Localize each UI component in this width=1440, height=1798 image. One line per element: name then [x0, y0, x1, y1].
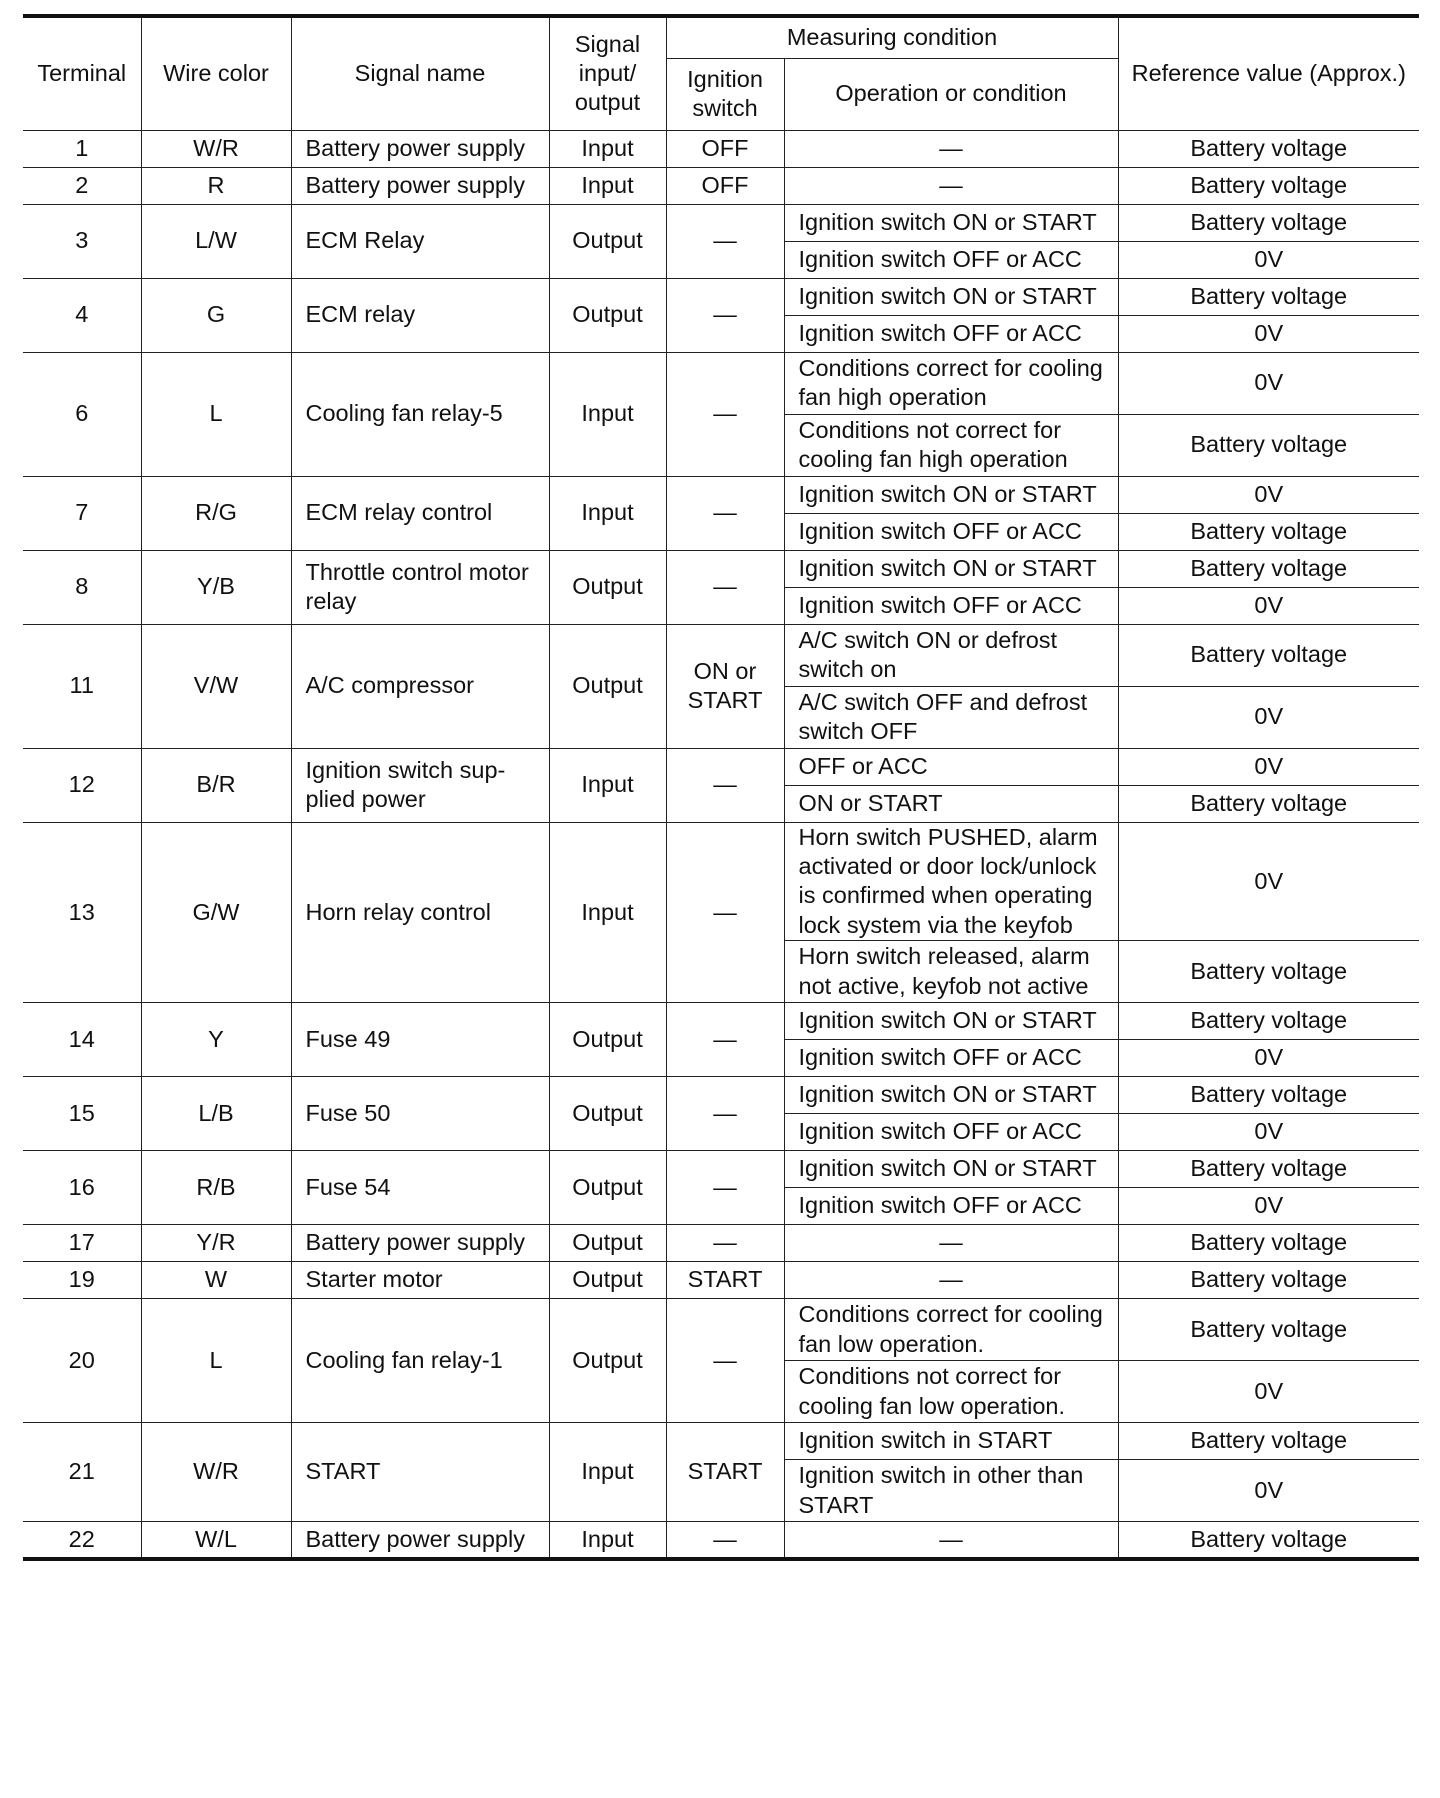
cell-terminal: 1 [23, 130, 141, 167]
cell-reference-value: Battery voltage [1118, 278, 1419, 315]
cell-signal-name: Fuse 54 [291, 1151, 549, 1225]
cell-signal-name: ECM relay control [291, 476, 549, 550]
cell-operation: A/C switch ON or defrost switch on [784, 624, 1118, 686]
cell-operation: Ignition switch ON or START [784, 1077, 1118, 1114]
cell-signal-name: Throttle control motor relay [291, 550, 549, 624]
cell-reference-value: 0V [1118, 476, 1419, 513]
cell-signal-io: Output [549, 1262, 666, 1299]
cell-terminal: 22 [23, 1522, 141, 1559]
cell-reference-value: Battery voltage [1118, 624, 1419, 686]
cell-signal-name: Battery power supply [291, 167, 549, 204]
header-terminal: Terminal [23, 16, 141, 130]
cell-signal-name: START [291, 1423, 549, 1522]
cell-operation: Ignition switch OFF or ACC [784, 1188, 1118, 1225]
cell-signal-io: Input [549, 748, 666, 822]
cell-signal-io: Input [549, 476, 666, 550]
table-row [23, 1151, 1419, 1188]
cell-ignition-switch: — [666, 822, 784, 1003]
cell-operation: Horn switch released, alarm not active, keyfob not active [784, 941, 1118, 1003]
cell-operation: Conditions correct for cooling fan low operation. [784, 1299, 1118, 1361]
cell-ignition-switch: — [666, 278, 784, 352]
header-operation: Operation or condition [784, 58, 1118, 130]
cell-reference-value: 0V [1118, 748, 1419, 785]
cell-operation: Ignition switch OFF or ACC [784, 1114, 1118, 1151]
cell-wire-color: Y/B [141, 550, 291, 624]
cell-reference-value: 0V [1118, 1114, 1419, 1151]
table-row [23, 822, 1419, 941]
cell-terminal: 12 [23, 748, 141, 822]
cell-signal-name: Horn relay control [291, 822, 549, 1003]
cell-wire-color: L/W [141, 204, 291, 278]
cell-operation: Ignition switch ON or START [784, 1151, 1118, 1188]
table-row [23, 130, 1419, 167]
cell-reference-value: Battery voltage [1118, 1299, 1419, 1361]
cell-reference-value: Battery voltage [1118, 941, 1419, 1003]
cell-signal-io: Input [549, 352, 666, 476]
cell-signal-name: ECM relay [291, 278, 549, 352]
cell-ignition-switch: — [666, 1003, 784, 1077]
cell-reference-value: Battery voltage [1118, 550, 1419, 587]
cell-terminal: 7 [23, 476, 141, 550]
cell-terminal: 3 [23, 204, 141, 278]
header-reference-value: Reference value (Approx.) [1118, 16, 1419, 130]
cell-signal-io: Output [549, 1299, 666, 1423]
cell-reference-value: Battery voltage [1118, 785, 1419, 822]
cell-ignition-switch: START [666, 1423, 784, 1522]
cell-reference-value: Battery voltage [1118, 1225, 1419, 1262]
cell-wire-color: Y/R [141, 1225, 291, 1262]
cell-signal-io: Output [549, 1225, 666, 1262]
cell-operation: Ignition switch ON or START [784, 1003, 1118, 1040]
cell-signal-io: Input [549, 822, 666, 1003]
cell-operation: Ignition switch OFF or ACC [784, 241, 1118, 278]
cell-signal-name: A/C compressor [291, 624, 549, 748]
cell-operation: OFF or ACC [784, 748, 1118, 785]
cell-ignition-switch: — [666, 550, 784, 624]
cell-ignition-switch: OFF [666, 130, 784, 167]
cell-terminal: 4 [23, 278, 141, 352]
cell-terminal: 16 [23, 1151, 141, 1225]
cell-ignition-switch: OFF [666, 167, 784, 204]
cell-reference-value: Battery voltage [1118, 204, 1419, 241]
cell-ignition-switch: — [666, 748, 784, 822]
cell-terminal: 6 [23, 352, 141, 476]
cell-reference-value: Battery voltage [1118, 1151, 1419, 1188]
cell-signal-io: Input [549, 1522, 666, 1559]
cell-signal-name: Cooling fan relay-5 [291, 352, 549, 476]
cell-wire-color: L [141, 1299, 291, 1423]
cell-operation: — [784, 167, 1118, 204]
cell-reference-value: Battery voltage [1118, 130, 1419, 167]
cell-reference-value: 0V [1118, 1188, 1419, 1225]
cell-signal-name: Fuse 50 [291, 1077, 549, 1151]
cell-reference-value: Battery voltage [1118, 1003, 1419, 1040]
cell-terminal: 21 [23, 1423, 141, 1522]
cell-terminal: 13 [23, 822, 141, 1003]
cell-reference-value: 0V [1118, 686, 1419, 748]
cell-wire-color: W/R [141, 1423, 291, 1522]
cell-wire-color: W [141, 1262, 291, 1299]
cell-operation: — [784, 1262, 1118, 1299]
cell-wire-color: Y [141, 1003, 291, 1077]
cell-operation: Conditions not correct for cooling fan low operation. [784, 1361, 1118, 1423]
cell-terminal: 17 [23, 1225, 141, 1262]
header-signal-io: Signal input/ output [549, 16, 666, 130]
cell-reference-value: Battery voltage [1118, 1522, 1419, 1559]
cell-wire-color: B/R [141, 748, 291, 822]
cell-terminal: 14 [23, 1003, 141, 1077]
header-measuring-condition: Measuring condition [666, 16, 1118, 58]
table-row [23, 1522, 1419, 1559]
header-signal-name: Signal name [291, 16, 549, 130]
table-row [23, 624, 1419, 686]
cell-operation: ON or START [784, 785, 1118, 822]
cell-wire-color: G [141, 278, 291, 352]
table-row [23, 204, 1419, 241]
cell-operation: Ignition switch OFF or ACC [784, 1040, 1118, 1077]
cell-reference-value: 0V [1118, 822, 1419, 941]
cell-wire-color: W/R [141, 130, 291, 167]
table-row [23, 278, 1419, 315]
cell-operation: Ignition switch OFF or ACC [784, 513, 1118, 550]
terminal-reference-table [23, 14, 1419, 1561]
cell-reference-value: Battery voltage [1118, 513, 1419, 550]
cell-wire-color: G/W [141, 822, 291, 1003]
cell-signal-name: Starter motor [291, 1262, 549, 1299]
cell-operation: Ignition switch ON or START [784, 278, 1118, 315]
terminal-table-frame [23, 14, 1419, 1561]
cell-ignition-switch: — [666, 1151, 784, 1225]
cell-signal-io: Input [549, 1423, 666, 1522]
cell-operation: Ignition switch ON or START [784, 204, 1118, 241]
cell-reference-value: 0V [1118, 1361, 1419, 1423]
cell-operation: Ignition switch in other than START [784, 1460, 1118, 1522]
table-row [23, 1299, 1419, 1361]
cell-ignition-switch: — [666, 352, 784, 476]
cell-reference-value: Battery voltage [1118, 1077, 1419, 1114]
cell-operation: Ignition switch OFF or ACC [784, 315, 1118, 352]
cell-operation: — [784, 1522, 1118, 1559]
cell-signal-io: Output [549, 624, 666, 748]
cell-terminal: 15 [23, 1077, 141, 1151]
cell-signal-io: Input [549, 130, 666, 167]
cell-reference-value: 0V [1118, 587, 1419, 624]
cell-operation: A/C switch OFF and defrost switch OFF [784, 686, 1118, 748]
cell-signal-io: Output [549, 1077, 666, 1151]
table-row [23, 1225, 1419, 1262]
cell-wire-color: R [141, 167, 291, 204]
cell-reference-value: Battery voltage [1118, 414, 1419, 476]
cell-wire-color: V/W [141, 624, 291, 748]
cell-reference-value: Battery voltage [1118, 1262, 1419, 1299]
table-row [23, 1003, 1419, 1040]
cell-reference-value: 0V [1118, 1040, 1419, 1077]
table-row [23, 167, 1419, 204]
cell-ignition-switch: — [666, 1299, 784, 1423]
cell-signal-name: Battery power supply [291, 1225, 549, 1262]
table-row [23, 1423, 1419, 1460]
cell-wire-color: W/L [141, 1522, 291, 1559]
cell-operation: Ignition switch ON or START [784, 476, 1118, 513]
cell-signal-name: Fuse 49 [291, 1003, 549, 1077]
cell-operation: — [784, 1225, 1118, 1262]
table-row [23, 550, 1419, 587]
cell-signal-name: ECM Relay [291, 204, 549, 278]
cell-terminal: 20 [23, 1299, 141, 1423]
cell-ignition-switch: — [666, 204, 784, 278]
cell-signal-io: Output [549, 204, 666, 278]
cell-wire-color: L/B [141, 1077, 291, 1151]
cell-operation: Conditions correct for cooling fan high operation [784, 352, 1118, 414]
cell-reference-value: Battery voltage [1118, 1423, 1419, 1460]
cell-operation: Ignition switch ON or START [784, 550, 1118, 587]
table-row [23, 352, 1419, 414]
cell-reference-value: 0V [1118, 1460, 1419, 1522]
cell-operation: Ignition switch OFF or ACC [784, 587, 1118, 624]
table-row [23, 476, 1419, 513]
cell-terminal: 11 [23, 624, 141, 748]
cell-reference-value: 0V [1118, 315, 1419, 352]
cell-signal-name: Cooling fan relay-1 [291, 1299, 549, 1423]
table-row [23, 1077, 1419, 1114]
cell-reference-value: 0V [1118, 352, 1419, 414]
cell-wire-color: L [141, 352, 291, 476]
header-wire-color: Wire color [141, 16, 291, 130]
table-row [23, 748, 1419, 785]
cell-signal-name: Ignition switch sup-plied power [291, 748, 549, 822]
cell-terminal: 2 [23, 167, 141, 204]
cell-signal-io: Output [549, 278, 666, 352]
cell-ignition-switch: START [666, 1262, 784, 1299]
table-body [23, 130, 1419, 1559]
cell-operation: Conditions not correct for cooling fan high operation [784, 414, 1118, 476]
cell-signal-name: Battery power supply [291, 1522, 549, 1559]
cell-wire-color: R/G [141, 476, 291, 550]
cell-reference-value: 0V [1118, 241, 1419, 278]
table-header [23, 16, 1419, 130]
cell-ignition-switch: — [666, 1225, 784, 1262]
cell-signal-io: Output [549, 1151, 666, 1225]
header-ignition-switch: Ignition switch [666, 58, 784, 130]
table-row [23, 1262, 1419, 1299]
cell-signal-io: Input [549, 167, 666, 204]
cell-ignition-switch: — [666, 1522, 784, 1559]
cell-ignition-switch: ON or START [666, 624, 784, 748]
cell-signal-io: Output [549, 550, 666, 624]
cell-signal-name: Battery power supply [291, 130, 549, 167]
cell-reference-value: Battery voltage [1118, 167, 1419, 204]
cell-operation: Horn switch PUSHED, alarm activated or door lock/unlock is confirmed when operating lock system via the keyfob [784, 822, 1118, 941]
cell-ignition-switch: — [666, 476, 784, 550]
cell-operation: — [784, 130, 1118, 167]
cell-signal-io: Output [549, 1003, 666, 1077]
cell-operation: Ignition switch in START [784, 1423, 1118, 1460]
cell-terminal: 19 [23, 1262, 141, 1299]
cell-wire-color: R/B [141, 1151, 291, 1225]
cell-terminal: 8 [23, 550, 141, 624]
cell-ignition-switch: — [666, 1077, 784, 1151]
